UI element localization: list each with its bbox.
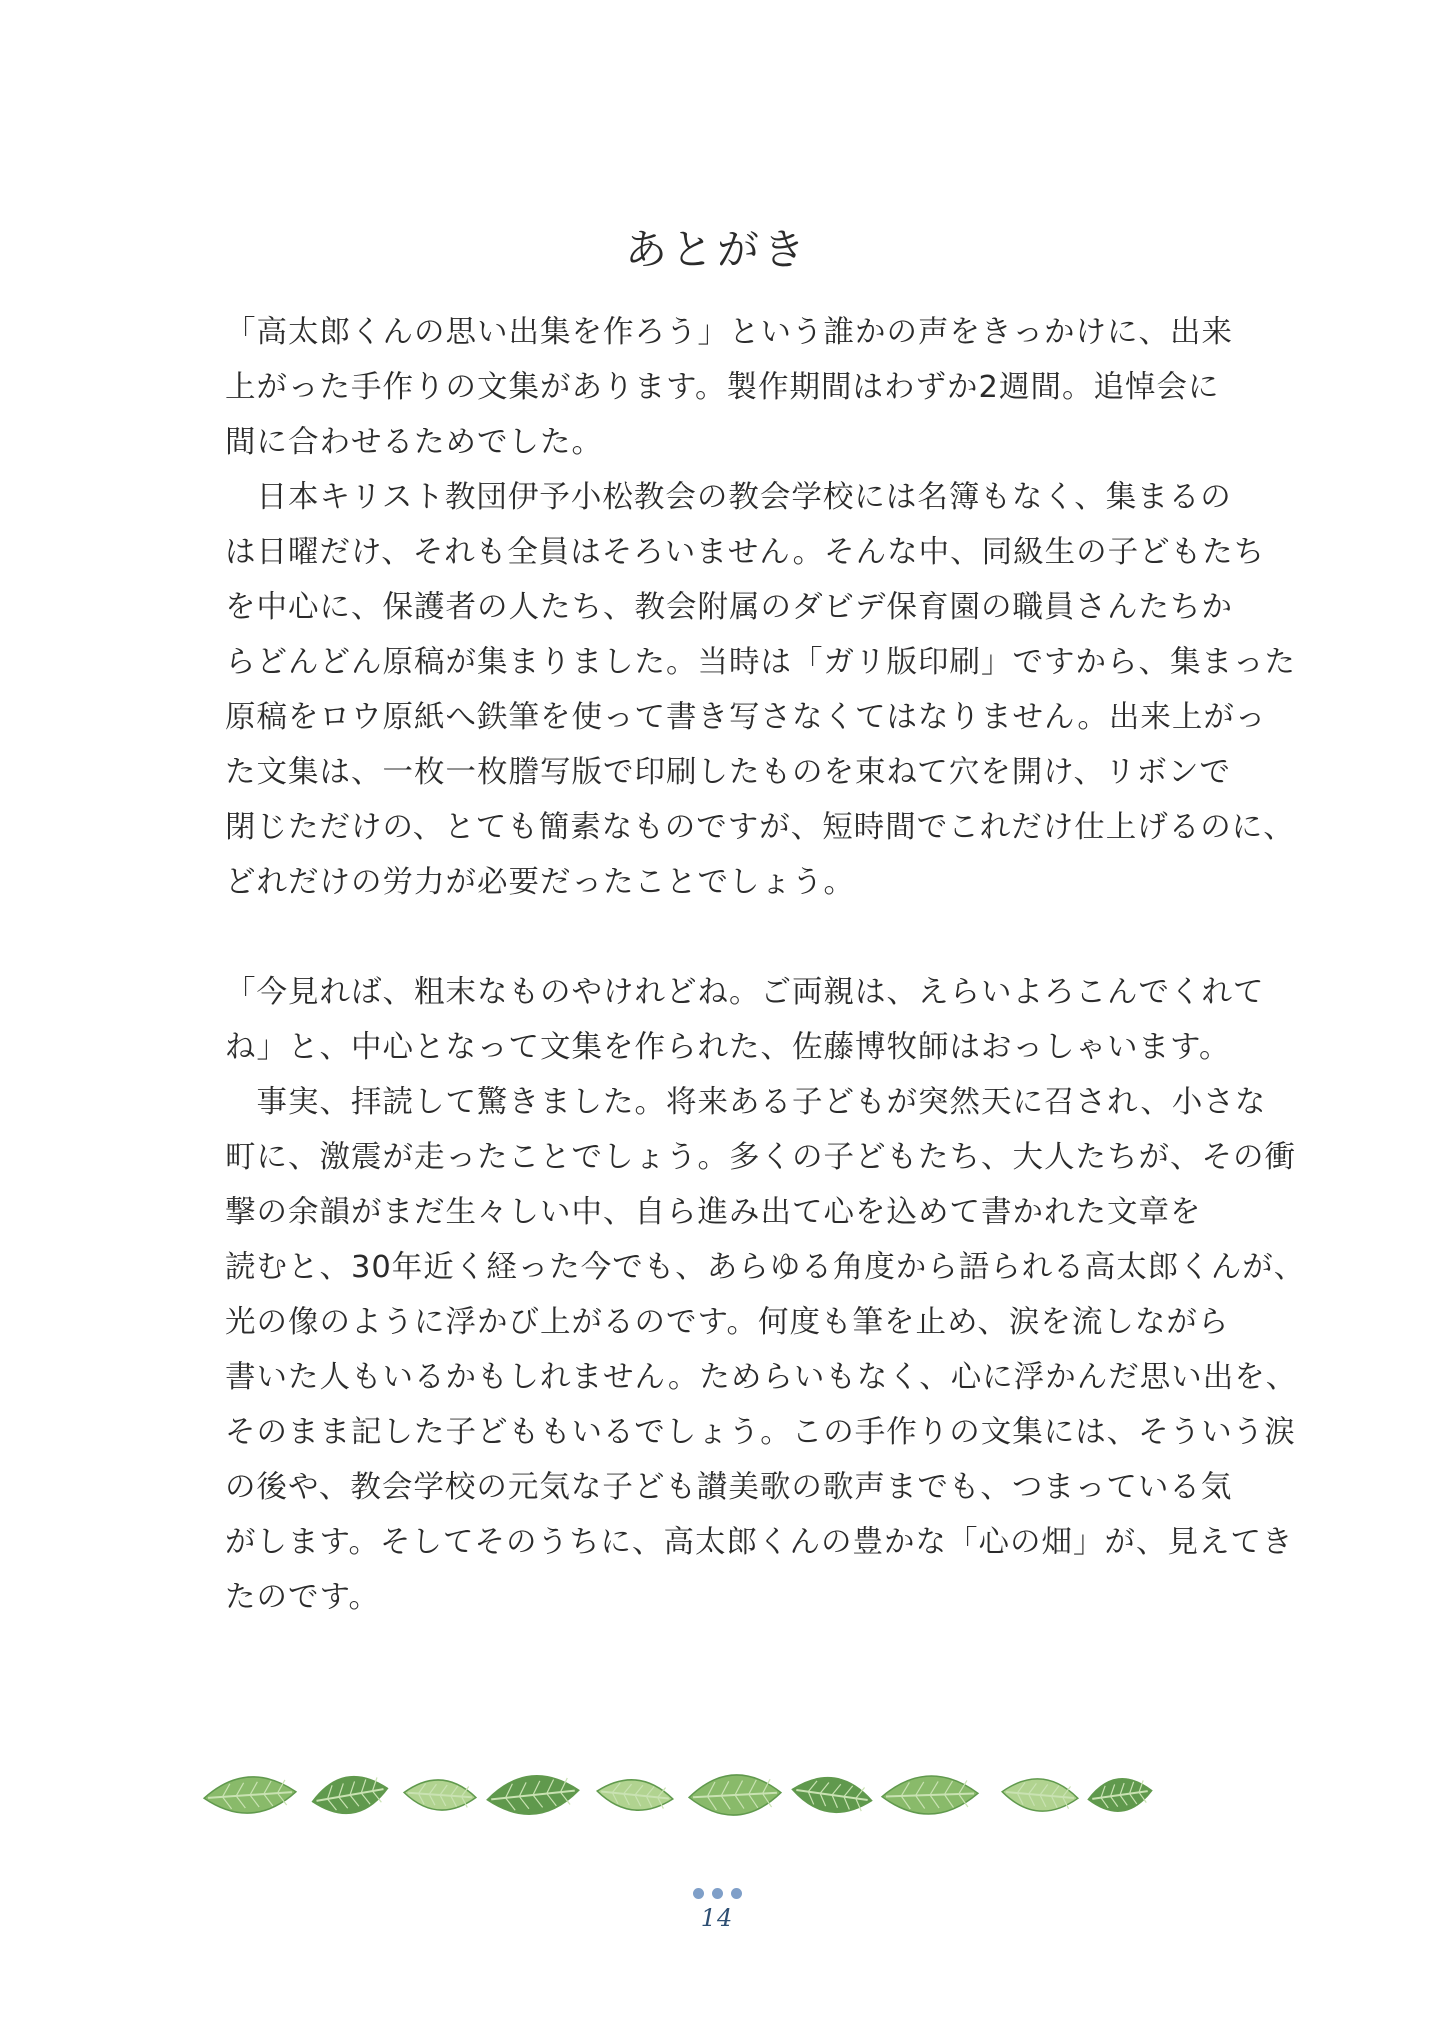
- text-line: は日曜だけ、それも全員はそろいません。そんな中、同級生の子どもたち: [225, 535, 1266, 570]
- text-line: どれだけの労力が必要だったことでしょう。: [225, 865, 855, 900]
- text-line: 「高太郎くんの思い出集を作ろう」という誰かの声をきっかけに、出来: [225, 315, 1233, 350]
- paragraph-4: [225, 1075, 1306, 1625]
- text-line: 撃の余韻がまだ生々しい中、自ら進み出て心を込めて書かれた文章を: [225, 1195, 1202, 1230]
- paragraph-3: [225, 965, 1265, 1075]
- text-line: 事実、拝読して驚きました。将来ある子どもが突然天に召され、小さな: [225, 1085, 1267, 1120]
- leaf-border-icon: [200, 1760, 1230, 1830]
- leaf-icon: [881, 1774, 978, 1815]
- text-line: た文集は、一枚一枚謄写版で印刷したものを束ねて穴を開け、リボンで: [225, 755, 1232, 790]
- text-line: 読むと、30年近く経った今でも、あらゆる角度から語られる高太郎くんが、: [225, 1250, 1306, 1285]
- text-line: ね」と、中心となって文集を作られた、佐藤博牧師はおっしゃいます。: [225, 1030, 1231, 1065]
- leaf-icon: [1086, 1775, 1154, 1816]
- leaf-icon: [203, 1774, 297, 1816]
- text-line: 原稿をロウ原紙へ鉄筆を使って書き写さなくてはなりません。出来上がっ: [225, 700, 1267, 735]
- leaf-icon: [485, 1771, 580, 1818]
- page-title: あとがき: [624, 225, 809, 274]
- dot-icon: [712, 1888, 723, 1899]
- text-line: 光の像のように浮かび上がるのです。何度も筆を止め、涙を流しながら: [225, 1305, 1230, 1340]
- text-line: 日本キリスト教団伊予小松教会の教会学校には名簿もなく、集まるの: [225, 480, 1232, 515]
- text-line: そのまま記した子どももいるでしょう。この手作りの文集には、そういう涙: [225, 1415, 1296, 1450]
- afterword-body: [225, 305, 1306, 1625]
- dot-icon: [731, 1888, 742, 1899]
- leaf-icon: [403, 1778, 477, 1813]
- text-line: がします。そしてそのうちに、高太郎くんの豊かな「心の畑」が、見えてき: [225, 1525, 1294, 1560]
- text-line: 閉じただけの、とても簡素なものですが、短時間でこれだけ仕上げるのに、: [225, 810, 1295, 845]
- text-line: を中心に、保護者の人たち、教会附属のダビデ保育園の職員さんたちか: [225, 590, 1233, 625]
- dot-icon: [693, 1888, 704, 1899]
- text-line: 間に合わせるためでした。: [225, 425, 603, 460]
- leaf-icon: [790, 1773, 874, 1818]
- page-number: 14: [700, 1904, 734, 1932]
- page-footer: [0, 1888, 1434, 1932]
- text-line: 「今見れば、粗末なものやけれどね。ご両親は、えらいよろこんでくれて: [225, 975, 1265, 1010]
- text-line: らどんどん原稿が集まりました。当時は「ガリ版印刷」ですから、集まった: [225, 645, 1296, 680]
- text-line: 上がった手作りの文集があります。製作期間はわずか2週間。追悼会に: [225, 370, 1220, 405]
- paragraph-spacer: [225, 910, 1225, 965]
- leaf-icon: [596, 1776, 675, 1814]
- leaf-icon: [309, 1771, 390, 1820]
- text-line: 町に、激震が走ったことでしょう。多くの子どもたち、大人たちが、その衝: [225, 1140, 1296, 1175]
- page-dots-icon: [0, 1888, 1434, 1900]
- paragraph-2: [225, 470, 1296, 910]
- text-line: たのです。: [225, 1580, 381, 1615]
- paragraph-1: [225, 305, 1233, 470]
- text-line: 書いた人もいるかもしれません。ためらいもなく、心に浮かんだ思い出を、: [225, 1360, 1298, 1395]
- text-line: の後や、教会学校の元気な子ども讃美歌の歌声までも、つまっている気: [225, 1470, 1233, 1505]
- leaf-icon: [1001, 1776, 1079, 1815]
- leaf-border-svg: [200, 1760, 1230, 1830]
- leaf-icon: [688, 1773, 782, 1818]
